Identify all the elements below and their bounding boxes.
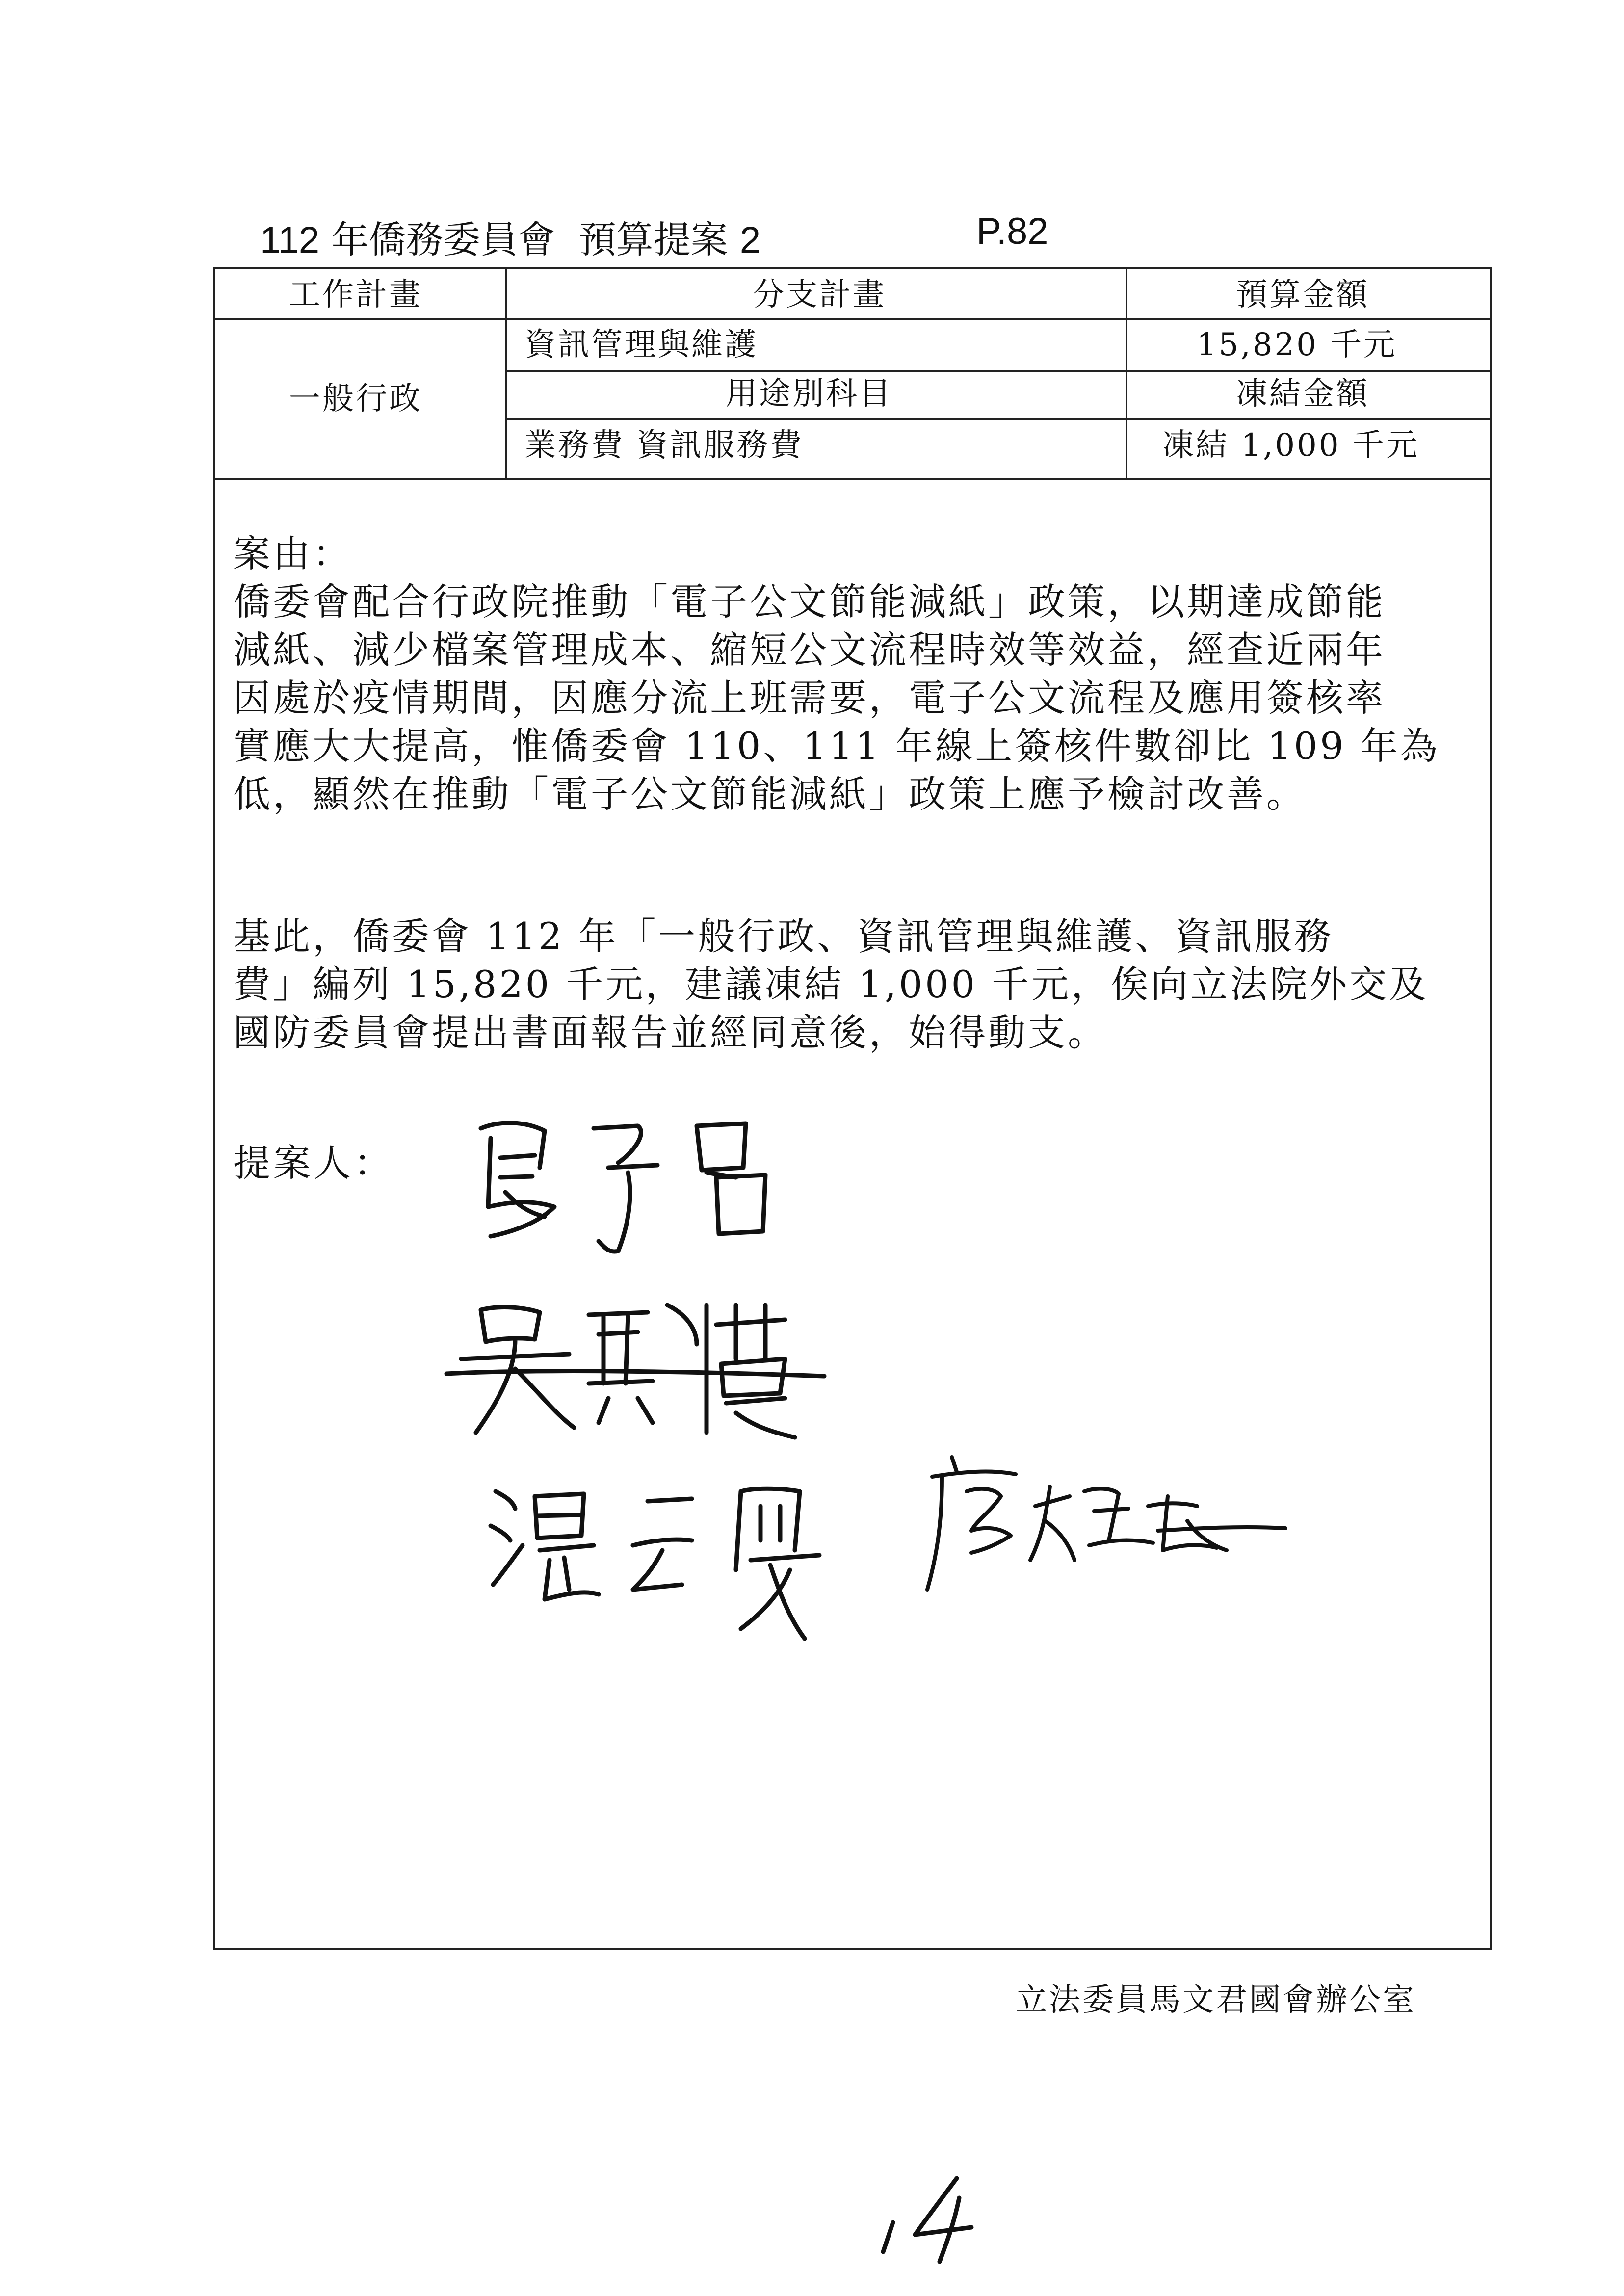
table-rule [505, 418, 1490, 420]
reason-label-block [233, 530, 1489, 578]
proposal-sheet [213, 267, 1492, 1950]
budget-amount-value: 15,820 千元 [1197, 327, 1397, 363]
col-usage-header: 用途別科目 [726, 376, 892, 412]
reason-p1-line: 實應大大提高，惟僑委會 110、111 年線上簽核件數卻比 109 年為 [233, 724, 1440, 768]
reason-paragraph-1 [233, 578, 1489, 818]
frozen-amount-value: 凍結 1,000 千元 [1162, 427, 1419, 464]
handwritten-page-number [873, 2168, 991, 2269]
office-footer: 立法委員馬文君國會辦公室 [1016, 1982, 1416, 2018]
reason-p1-line: 僑委會配合行政院推動「電子公文節能減紙」政策，以期達成節能 [233, 580, 1386, 624]
header-page-ref: P.82 [976, 210, 1048, 252]
table-rule [505, 269, 507, 478]
signature-2 [442, 1285, 834, 1447]
signature-1 [471, 1109, 814, 1271]
reason-p2-line: 費」編列 15,820 千元，建議凍結 1,000 千元，俟向立法院外交及 [233, 963, 1429, 1006]
signature-4 [922, 1447, 1295, 1609]
header-proposal-no: 2 [739, 219, 761, 261]
reason-p2-line: 基此，僑委會 112 年「一般行政、資訊管理與維護、資訊服務 [233, 914, 1334, 958]
table-rule [215, 318, 1490, 320]
sub-plan-value: 資訊管理與維護 [524, 327, 758, 363]
signature-3 [486, 1472, 859, 1648]
col-work-plan-header: 工作計畫 [289, 277, 422, 313]
header-title: 年僑務委員會 預算提案 [331, 218, 728, 261]
reason-p1-line: 減紙、減少檔案管理成本、縮短公文流程時效等效益，經查近兩年 [233, 628, 1386, 672]
proposal-header [260, 210, 760, 263]
table-rule [1126, 269, 1127, 478]
reason-paragraph-2 [233, 913, 1489, 1057]
work-plan-value: 一般行政 [289, 381, 422, 417]
reason-p1-line: 因處於疫情期間，因應分流上班需要，電子公文流程及應用簽核率 [233, 676, 1386, 720]
reason-p1-line: 低，顯然在推動「電子公文節能減紙」政策上應予檢討改善。 [233, 772, 1306, 816]
reason-p2-line: 國防委員會提出書面報告並經同意後，始得動支。 [233, 1011, 1107, 1054]
table-rule [505, 370, 1490, 372]
header-year: 112 [260, 219, 320, 261]
col-budget-header: 預算金額 [1236, 277, 1369, 313]
table-rule [215, 478, 1490, 480]
proposer-label: 提案人： [233, 1141, 394, 1185]
col-sub-plan-header: 分支計畫 [753, 277, 886, 313]
usage-value: 業務費 資訊服務費 [524, 427, 804, 464]
reason-label: 案由： [233, 532, 352, 575]
col-frozen-header: 凍結金額 [1236, 376, 1369, 412]
